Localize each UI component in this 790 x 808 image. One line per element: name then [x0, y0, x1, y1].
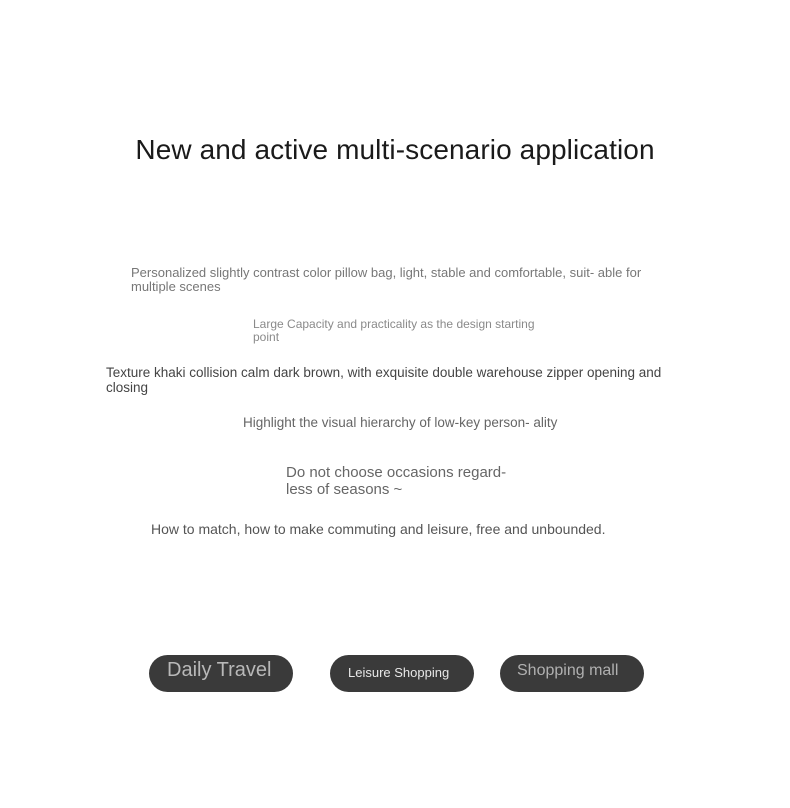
feature-line-pillow-bag: Personalized slightly contrast color pillow bag, light, stable and comfortable, suit- able for multiple scenes [131, 265, 642, 295]
feature-line-matching: How to match, how to make commuting and leisure, free and unbounded. [151, 521, 606, 537]
feature-line-occasions: Do not choose occasions regard- less of seasons ~ [286, 464, 507, 498]
tag-shopping-mall-button[interactable] [500, 655, 644, 692]
tag-label: Leisure Shopping [348, 665, 450, 680]
feature-line-texture: Texture khaki collision calm dark brown, with exquisite double warehouse zipper opening and closing [106, 365, 662, 395]
feature-line-capacity: Large Capacity and practicality as the design starting point [253, 317, 535, 345]
feature-line-visual-hierarchy: Highlight the visual hierarchy of low-key person- ality [243, 415, 558, 430]
tag-daily-travel-button[interactable] [149, 655, 293, 692]
page-title: New and active multi-scenario application [135, 134, 655, 165]
tag-label: Daily Travel [167, 659, 272, 681]
tag-label: Shopping mall [517, 662, 619, 679]
tag-leisure-shopping-button[interactable] [330, 655, 474, 692]
